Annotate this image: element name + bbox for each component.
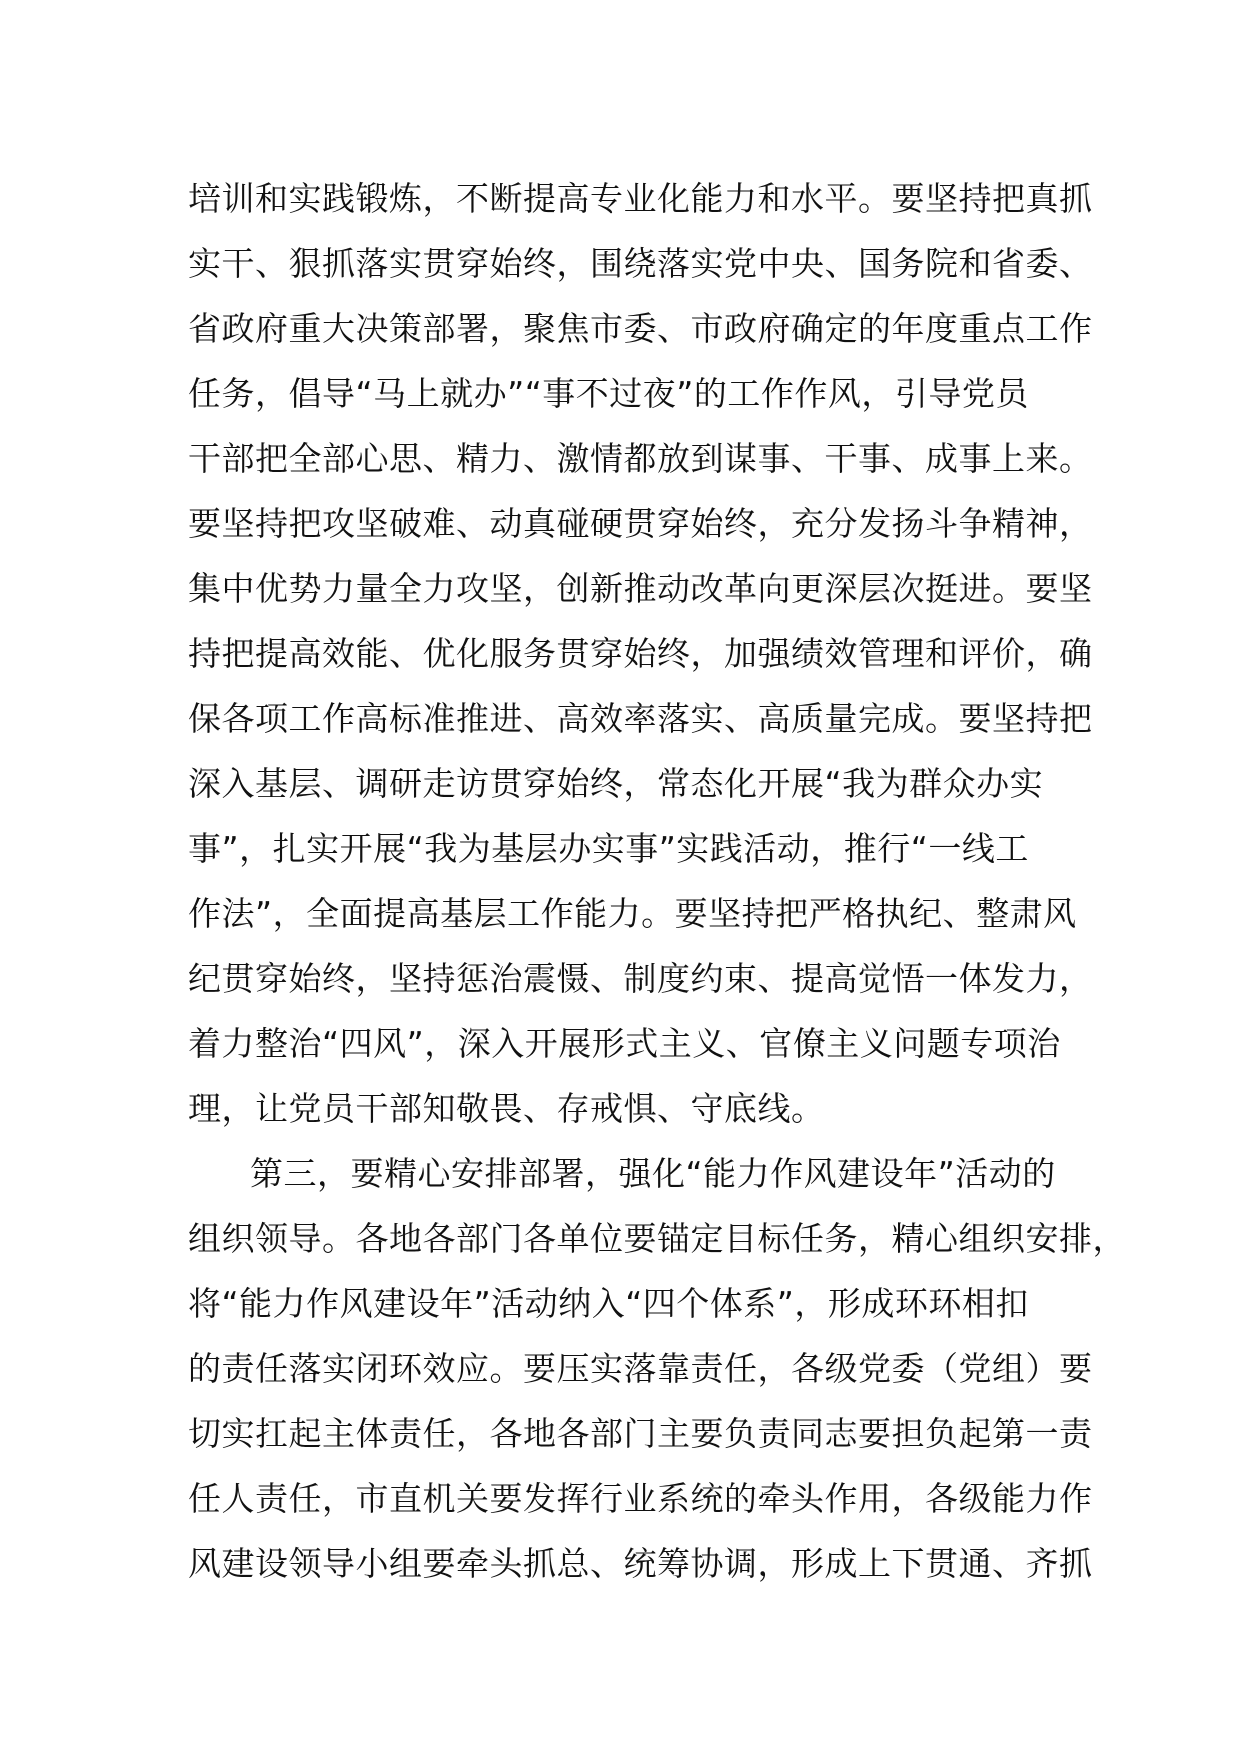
text-line: 切实扛起主体责任，各地各部门主要负责同志要担负起第一责 bbox=[188, 1414, 1093, 1453]
text-line: 将“能力作风建设年”活动纳入“四个体系”，形成环环相扣 bbox=[188, 1284, 1029, 1323]
text-line: 实干、狠抓落实贯穿始终，围绕落实党中央、国务院和省委、 bbox=[188, 244, 1093, 283]
text-line: 组织领导。各地各部门各单位要锚定目标任务，精心组织安排， bbox=[188, 1219, 1126, 1258]
text-line: 要坚持把攻坚破难、动真碰硬贯穿始终，充分发扬斗争精神， bbox=[188, 504, 1093, 543]
text-line: 风建设领导小组要牵头抓总、统筹协调，形成上下贯通、齐抓 bbox=[188, 1544, 1093, 1583]
text-line: 作法”，全面提高基层工作能力。要坚持把严格执纪、整肃风 bbox=[188, 894, 1077, 933]
text-line: 集中优势力量全力攻坚，创新推动改革向更深层次挺进。要坚 bbox=[188, 569, 1093, 608]
text-line: 省政府重大决策部署，聚焦市委、市政府确定的年度重点工作 bbox=[188, 309, 1093, 348]
body-text bbox=[188, 166, 1126, 1596]
text-line: 培训和实践锻炼，不断提高专业化能力和水平。要坚持把真抓 bbox=[188, 179, 1093, 218]
text-line: 任务，倡导“马上就办”“事不过夜”的工作作风，引导党员 bbox=[188, 374, 1029, 413]
text-line: 干部把全部心思、精力、激情都放到谋事、干事、成事上来。 bbox=[188, 439, 1093, 478]
text-line: 事”，扎实开展“我为基层办实事”实践活动，推行“一线工 bbox=[188, 829, 1029, 868]
text-line: 着力整治“四风”，深入开展形式主义、官僚主义问题专项治 bbox=[188, 1024, 1061, 1063]
text-line: 持把提高效能、优化服务贯穿始终，加强绩效管理和评价，确 bbox=[188, 634, 1093, 673]
paragraph-start-line: 第三，要精心安排部署，强化“能力作风建设年”活动的 bbox=[250, 1154, 1056, 1193]
text-line: 任人责任，市直机关要发挥行业系统的牵头作用，各级能力作 bbox=[188, 1479, 1093, 1518]
text-line: 的责任落实闭环效应。要压实落靠责任，各级党委（党组）要 bbox=[188, 1349, 1093, 1388]
text-line: 保各项工作高标准推进、高效率落实、高质量完成。要坚持把 bbox=[188, 699, 1093, 738]
text-line: 深入基层、调研走访贯穿始终，常态化开展“我为群众办实 bbox=[188, 764, 1044, 803]
text-line: 纪贯穿始终，坚持惩治震慑、制度约束、提高觉悟一体发力， bbox=[188, 959, 1093, 998]
text-line: 理，让党员干部知敬畏、存戒惧、守底线。 bbox=[188, 1089, 825, 1128]
